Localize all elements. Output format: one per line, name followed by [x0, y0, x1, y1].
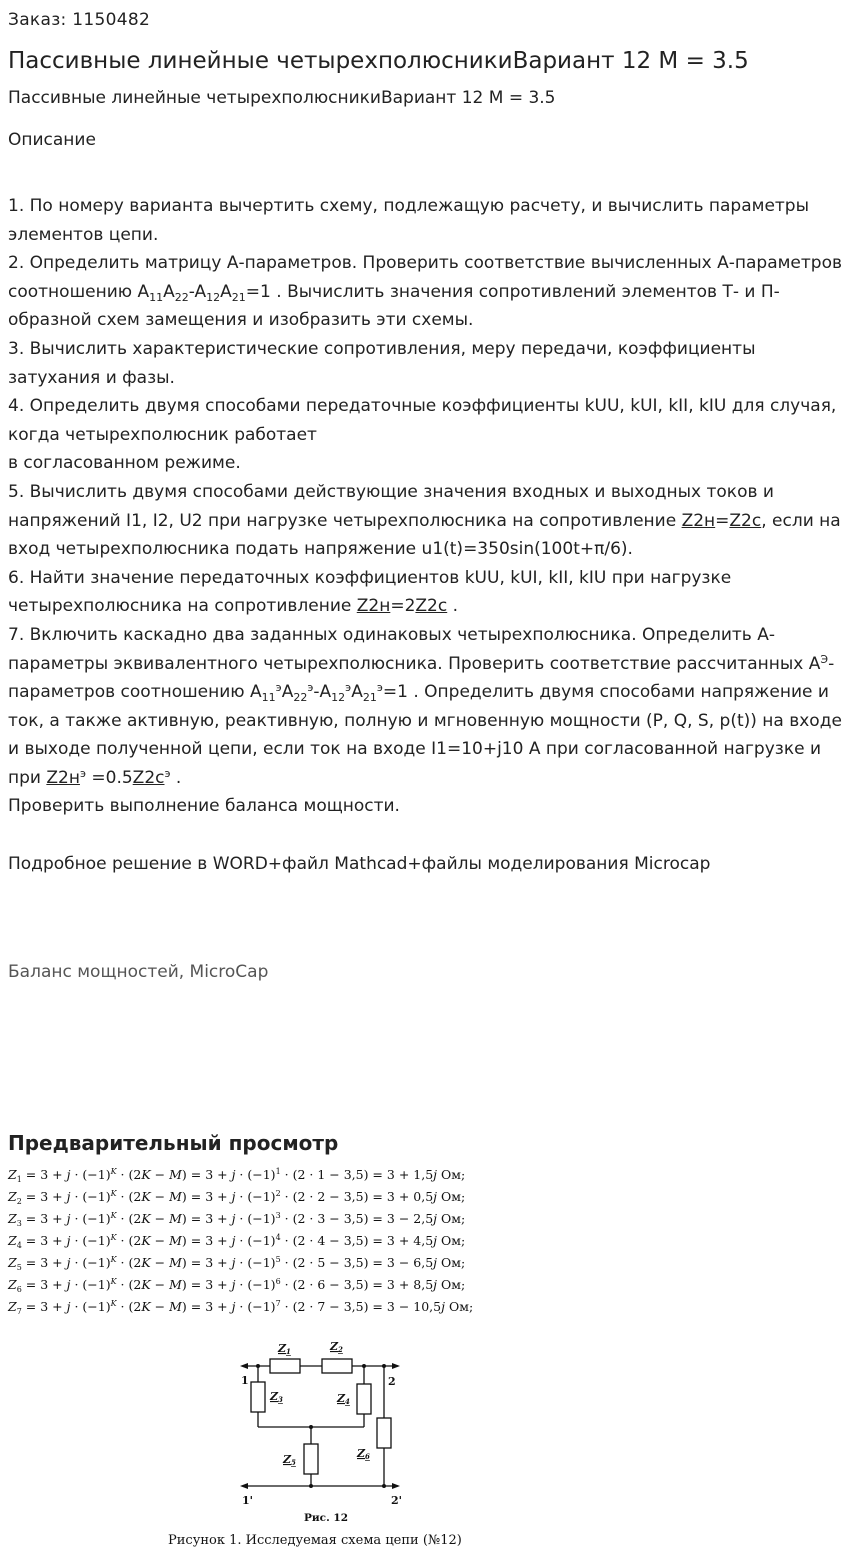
z5-resistor [304, 1444, 318, 1474]
task-5: 5. Вычислить двумя способами действующие значения входных и выходных токов и напряжений I1, I2, U2 при нагрузке четырехполюсника на сопротивление Z2н=Z2c, если на вход четырехполюсника подать напряжение u1(t)=350sin(100t+π/6). [8, 481, 841, 560]
z2n-term: Z2н [356, 596, 391, 617]
formula-z1: $Z_1 = 3 + j \cdot (-1)^K \cdot (2K - M) = 3 + j \cdot (-1)^1 \cdot (2 \cdot 1 - 3,5) = 3 + 1,5j$ Ом; [8, 1167, 466, 1184]
formula-z6: $Z_6 = 3 + j \cdot (-1)^K \cdot (2K - M) = 3 + j \cdot (-1)^6 \cdot (2 \cdot 6 - 3,5) = 3 + 8,5j$ Ом; [8, 1277, 466, 1294]
task-7: 7. Включить каскадно два заданных одинаковых четырехполюсника. Определить А-параметры эквивалентного четырехполюсника. Проверить соответствие рассчитанных $А^Э$-параметров соотношению $A_{11}^эA_{22}^э-A_{12}^эA_{21}^э=1$ . Определить двумя способами напряжение и ток, а также активную, реактивную, полную и мгновенную мощности (P, Q, S, p(t)) на входе и выходе полученной цепи, если ток на входе I1=10+j10 А при согласованной нагрузке и при $Z2н^э =0.5Z2c^э$ . [8, 624, 842, 788]
task-2 [8, 249, 843, 335]
terminal-1: 1 [241, 1374, 249, 1387]
page-title: Пассивные линейные четырехполюсникиВариант 12 М = 3.5 [8, 48, 749, 74]
terminal-2: 2 [388, 1375, 396, 1388]
z4-resistor [357, 1384, 371, 1414]
formula-z3: $Z_3 = 3 + j \cdot (-1)^K \cdot (2K - M) = 3 + j \cdot (-1)^3 \cdot (2 \cdot 3 - 3,5) = 3 - 2,5j$ Ом; [8, 1211, 466, 1228]
z6-resistor [377, 1418, 391, 1448]
task-2-text-b: . Вычислить значения сопротивлений элементов Т- и П-образной схем замещения и изобразить эти схемы. [8, 281, 780, 331]
task-3: 3. Вычислить характеристические сопротивления, меру передачи, коэффициенты затухания и фазы. [8, 338, 756, 388]
tags-line[interactable]: Баланс мощностей, MicroCap [8, 962, 269, 982]
description-label: Описание [8, 130, 96, 150]
order-number: Заказ: 1150482 [8, 10, 151, 30]
z2c-term: Z2c [415, 596, 448, 617]
figure-caption: Рисунок 1. Исследуемая схема цепи (№12) [168, 1533, 462, 1548]
z3-resistor [251, 1382, 265, 1412]
page-subtitle: Пассивные линейные четырехполюсникиВариант 12 М = 3.5 [8, 88, 556, 108]
solution-note: Подробное решение в WORD+файл Mathcad+файлы моделирования Microcap [8, 853, 711, 874]
terminal-2-prime: 2' [391, 1494, 403, 1507]
z2n-term: Z2н [46, 767, 80, 788]
z4-label: Z4 [337, 1392, 350, 1406]
formula-z7: $Z_7 = 3 + j \cdot (-1)^K \cdot (2K - M) = 3 + j \cdot (-1)^7 \cdot (2 \cdot 7 - 3,5) = 3 - 10,5j$ Ом; [8, 1299, 474, 1316]
task-6: 6. Найти значение передаточных коэффициентов kUU, kUI, kII, kIU при нагрузке четырехполюсника на сопротивление Z2н=2Z2c . [8, 567, 732, 617]
task-2-text-a: 2. Определить матрицу А-параметров. Проверить соответствие вычисленных А-параметров соотношению [8, 253, 843, 302]
task-1: 1. По номеру варианта вычертить схему, подлежащую расчету, и вычислить параметры элементов цепи. [8, 196, 810, 245]
z1-label: Z1 [278, 1342, 291, 1356]
z3-label: Z3 [270, 1390, 283, 1404]
figure-number: Рис. 12 [304, 1512, 348, 1524]
z1-resistor [270, 1359, 300, 1373]
a-param-relation: $A_{11}A_{22}-A_{12}A_{21}=1$ [137, 281, 271, 304]
z2n-term: Z2н [681, 510, 716, 531]
description-body [8, 192, 843, 878]
terminal-1-prime: 1' [242, 1494, 254, 1507]
z2c-term: Z2c [729, 510, 762, 531]
preview-title: Предварительный просмотр [8, 1131, 339, 1155]
preview-formulas [8, 1164, 473, 1318]
formula-z5: $Z_5 = 3 + j \cdot (-1)^K \cdot (2K - M) = 3 + j \cdot (-1)^5 \cdot (2 \cdot 5 - 3,5) = 3 - 6,5j$ Ом; [8, 1255, 466, 1272]
z2-label: Z2 [330, 1340, 343, 1354]
z2-resistor [322, 1359, 352, 1373]
formula-z4: $Z_4 = 3 + j \cdot (-1)^K \cdot (2K - M) = 3 + j \cdot (-1)^4 \cdot (2 \cdot 4 - 3,5) = 3 + 4,5j$ Ом; [8, 1233, 466, 1250]
task-4: 4. Определить двумя способами передаточные коэффициенты kUU, kUI, kII, kIU для случая, когда четырехполюсник работает в согласованном режиме. [8, 396, 837, 474]
formula-z2: $Z_2 = 3 + j \cdot (-1)^K \cdot (2K - M) = 3 + j \cdot (-1)^2 \cdot (2 \cdot 2 - 3,5) = 3 + 0,5j$ Ом; [8, 1189, 466, 1206]
ae-param-relation: $A_{11}^эA_{22}^э-A_{12}^эA_{21}^э=1$ [250, 681, 408, 705]
z5-label: Z5 [283, 1453, 296, 1467]
z6-label: Z6 [357, 1447, 370, 1461]
task-7-balance: Проверить выполнение баланса мощности. [8, 796, 400, 817]
z2c-term: Z2c [132, 767, 165, 788]
circuit-diagram [236, 1332, 416, 1532]
